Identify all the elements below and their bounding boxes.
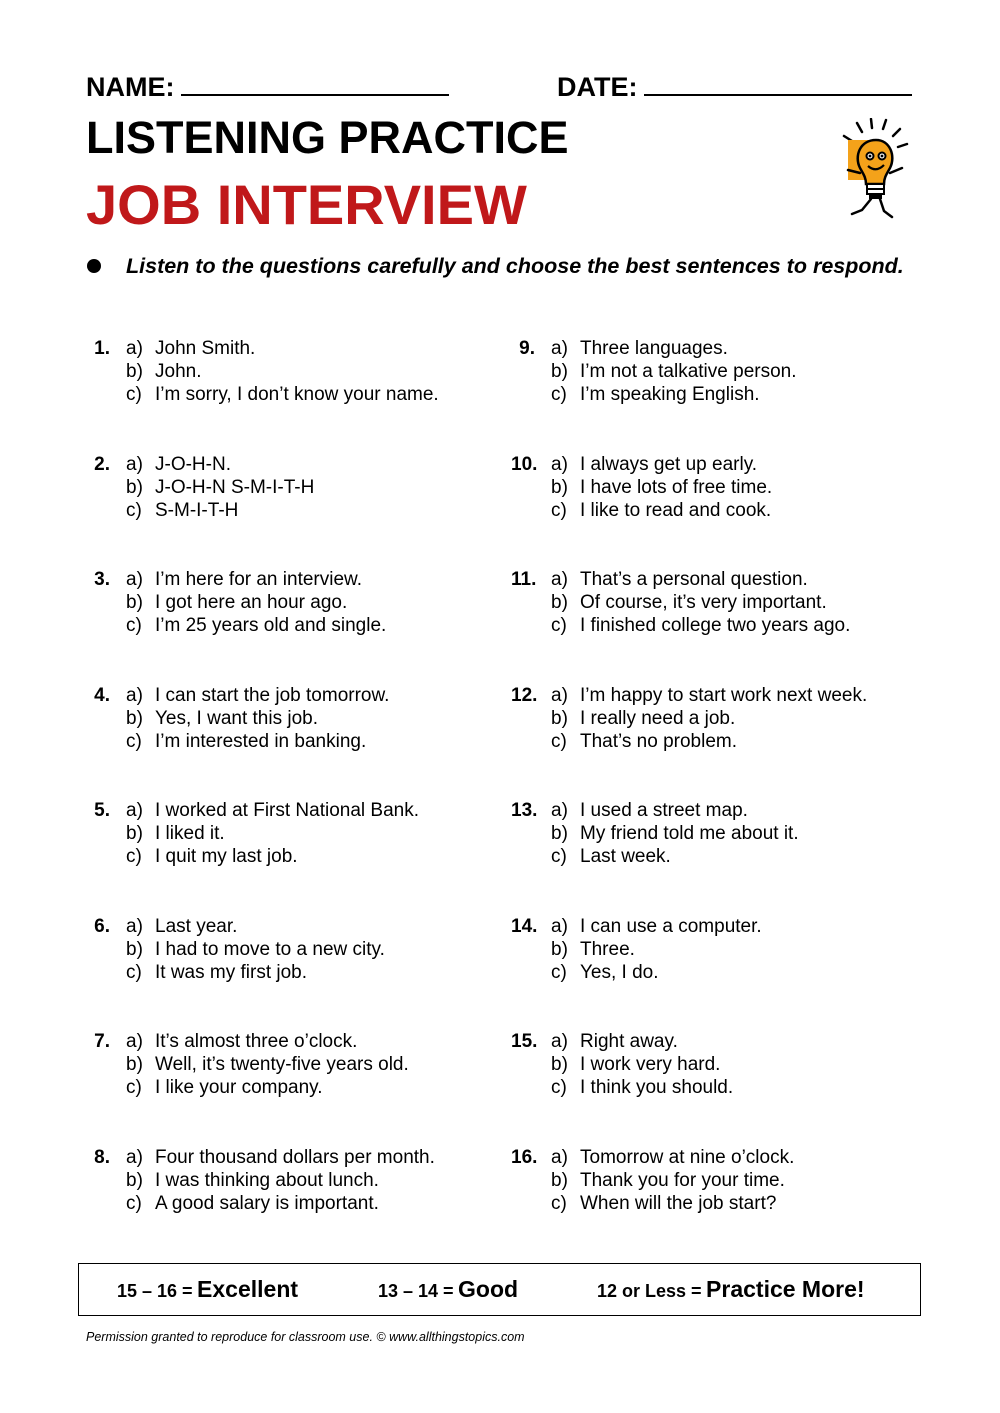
option-text: Last week.: [580, 846, 671, 868]
question-item: [86, 568, 496, 640]
lightbulb-mascot-icon: [840, 118, 920, 226]
option-text: I got here an hour ago.: [155, 592, 348, 614]
answer-options: [126, 915, 385, 985]
question-item: [511, 915, 921, 987]
question-item: [86, 684, 496, 756]
answer-option[interactable]: [126, 614, 386, 637]
question-item: [511, 453, 921, 525]
option-text: I can start the job tomorrow.: [155, 685, 390, 706]
option-text: Last year.: [155, 916, 238, 937]
question-item: [511, 1030, 921, 1102]
option-text: J-O-H-N.: [155, 454, 231, 475]
answer-option[interactable]: [126, 568, 386, 591]
question-item: [511, 1146, 921, 1218]
option-letter: a): [551, 569, 568, 590]
answer-option[interactable]: [551, 383, 797, 406]
score-practice-more: [597, 1276, 865, 1303]
option-letter: c): [126, 1193, 142, 1215]
option-letter: b): [126, 939, 143, 961]
option-letter: b): [126, 477, 143, 499]
option-letter: c): [126, 615, 142, 637]
answer-option[interactable]: [126, 1030, 409, 1053]
answer-options: [126, 337, 439, 407]
question-item: [511, 799, 921, 871]
option-text: A good salary is important.: [155, 1193, 379, 1215]
answer-options: [551, 337, 797, 407]
option-text: That’s a personal question.: [580, 569, 808, 590]
option-letter: a): [126, 916, 143, 937]
option-letter: a): [551, 1031, 568, 1052]
option-letter: a): [551, 1147, 568, 1168]
option-letter: b): [551, 1170, 568, 1192]
option-letter: c): [126, 846, 142, 868]
option-letter: b): [551, 823, 568, 845]
option-letter: c): [551, 962, 567, 984]
option-text: Right away.: [580, 1031, 678, 1052]
answer-option[interactable]: [126, 915, 385, 938]
option-letter: b): [126, 1054, 143, 1076]
option-letter: b): [126, 708, 143, 730]
option-letter: c): [126, 1077, 142, 1099]
answer-options: [551, 1030, 733, 1100]
option-letter: b): [126, 1170, 143, 1192]
question-number: 6.: [94, 916, 110, 937]
option-letter: c): [551, 846, 567, 868]
date-blank-line[interactable]: [644, 70, 912, 96]
answer-option[interactable]: [126, 938, 385, 961]
question-number: 9.: [519, 338, 535, 359]
option-letter: c): [551, 1193, 567, 1215]
option-text: I’m not a talkative person.: [580, 361, 797, 383]
worksheet-title: LISTENING PRACTICE: [86, 112, 569, 163]
option-text: Of course, it’s very important.: [580, 592, 827, 614]
option-text: My friend told me about it.: [580, 823, 799, 845]
option-text: I always get up early.: [580, 454, 758, 475]
instruction-text: Listen to the questions carefully and choose the best sentences to respond.: [126, 254, 904, 278]
option-text: Yes, I do.: [580, 962, 659, 984]
answer-options: [126, 568, 386, 638]
date-field: [557, 70, 912, 103]
question-number: 7.: [94, 1031, 110, 1052]
option-letter: c): [551, 615, 567, 637]
option-text: I’m interested in banking.: [155, 731, 367, 753]
name-field: [86, 70, 449, 103]
question-number: 5.: [94, 800, 110, 821]
answer-option[interactable]: [551, 845, 799, 868]
option-letter: c): [551, 384, 567, 406]
answer-options: [551, 684, 867, 754]
question-number: 1.: [94, 338, 110, 359]
option-text: J-O-H-N S-M-I-T-H: [155, 477, 315, 499]
option-letter: b): [551, 477, 568, 499]
option-letter: b): [551, 1054, 568, 1076]
option-letter: b): [551, 939, 568, 961]
option-letter: a): [126, 454, 143, 475]
answer-options: [551, 799, 799, 869]
option-letter: a): [126, 800, 143, 821]
option-text: I think you should.: [580, 1077, 734, 1099]
answer-options: [126, 799, 419, 869]
answer-options: [551, 453, 772, 523]
option-letter: a): [551, 685, 568, 706]
answer-option[interactable]: [126, 476, 314, 499]
option-letter: a): [126, 1031, 143, 1052]
question-number: 14.: [511, 916, 538, 937]
option-letter: b): [126, 823, 143, 845]
score-excellent: [117, 1276, 298, 1303]
question-item: [511, 337, 921, 409]
option-letter: a): [551, 916, 568, 937]
score-good: [378, 1276, 518, 1303]
question-item: [511, 568, 921, 640]
option-text: I like your company.: [155, 1077, 323, 1099]
question-number: 2.: [94, 454, 110, 475]
name-label: NAME:: [86, 72, 175, 102]
question-number: 15.: [511, 1031, 538, 1052]
score-label: Practice More!: [706, 1276, 865, 1302]
answer-option[interactable]: [551, 938, 762, 961]
option-text: I like to read and cook.: [580, 500, 772, 522]
option-letter: a): [551, 454, 568, 475]
answer-options: [126, 1146, 435, 1216]
answer-option[interactable]: [126, 1146, 435, 1169]
answer-option[interactable]: [551, 568, 850, 591]
score-label: Excellent: [197, 1276, 299, 1302]
option-text: I was thinking about lunch.: [155, 1170, 379, 1192]
option-text: When will the job start?: [580, 1193, 777, 1215]
answer-option[interactable]: [126, 337, 439, 360]
answer-option[interactable]: [126, 591, 386, 614]
answer-option[interactable]: [551, 730, 867, 753]
answer-option[interactable]: [126, 684, 389, 707]
answer-option[interactable]: [551, 337, 797, 360]
option-text: It’s almost three o’clock.: [155, 1031, 358, 1052]
question-item: [86, 915, 496, 987]
option-letter: c): [551, 500, 567, 522]
option-text: John Smith.: [155, 338, 256, 359]
option-text: I’m speaking English.: [580, 384, 760, 406]
answer-option[interactable]: [126, 1192, 435, 1215]
answer-option[interactable]: [126, 845, 419, 868]
answer-option[interactable]: [551, 591, 850, 614]
option-text: Three.: [580, 939, 635, 961]
option-text: Four thousand dollars per month.: [155, 1147, 435, 1168]
option-text: Three languages.: [580, 338, 728, 359]
answer-options: [551, 568, 850, 638]
answer-option[interactable]: [551, 1169, 794, 1192]
option-text: I finished college two years ago.: [580, 615, 851, 637]
answer-option[interactable]: [126, 453, 314, 476]
answer-option[interactable]: [126, 822, 419, 845]
option-letter: c): [126, 500, 142, 522]
option-letter: b): [126, 592, 143, 614]
question-number: 12.: [511, 685, 538, 706]
option-text: I had to move to a new city.: [155, 939, 385, 961]
question-item: [511, 684, 921, 756]
score-range: 12 or Less =: [597, 1281, 702, 1301]
option-text: Yes, I want this job.: [155, 708, 319, 730]
answer-option[interactable]: [126, 360, 439, 383]
option-letter: c): [126, 731, 142, 753]
question-number: 8.: [94, 1147, 110, 1168]
option-text: That’s no problem.: [580, 731, 738, 753]
option-text: John.: [155, 361, 202, 383]
answer-option[interactable]: [551, 453, 772, 476]
answer-option[interactable]: [551, 961, 762, 984]
answer-option[interactable]: [126, 383, 439, 406]
answer-option[interactable]: [551, 799, 799, 822]
question-number: 13.: [511, 800, 538, 821]
option-letter: a): [126, 569, 143, 590]
score-range: 15 – 16 =: [117, 1281, 193, 1301]
option-letter: a): [551, 800, 568, 821]
score-label: Good: [458, 1276, 519, 1302]
option-text: Tomorrow at nine o’clock.: [580, 1147, 795, 1168]
answer-option[interactable]: [126, 961, 385, 984]
option-letter: b): [551, 361, 568, 383]
footer-permission: Permission granted to reproduce for classroom use. © www.allthingstopics.com: [86, 1330, 525, 1344]
instruction-bullet: [87, 259, 101, 273]
answer-option[interactable]: [551, 822, 799, 845]
option-text: I’m sorry, I don’t know your name.: [155, 384, 439, 406]
name-blank-line[interactable]: [181, 70, 449, 96]
option-text: S-M-I-T-H: [155, 500, 239, 522]
option-letter: b): [551, 708, 568, 730]
date-label: DATE:: [557, 72, 638, 102]
question-number: 4.: [94, 685, 110, 706]
answer-option[interactable]: [551, 707, 867, 730]
question-item: [86, 453, 496, 525]
answer-option[interactable]: [126, 499, 314, 522]
option-text: I work very hard.: [580, 1054, 721, 1076]
answer-option[interactable]: [551, 1076, 733, 1099]
option-text: I worked at First National Bank.: [155, 800, 419, 821]
worksheet-subtitle: JOB INTERVIEW: [86, 173, 527, 236]
answer-option[interactable]: [551, 1030, 733, 1053]
option-text: I’m 25 years old and single.: [155, 615, 387, 637]
question-number: 3.: [94, 569, 110, 590]
option-text: Thank you for your time.: [580, 1170, 785, 1192]
answer-options: [126, 1030, 409, 1100]
option-letter: a): [126, 338, 143, 359]
answer-option[interactable]: [551, 1053, 733, 1076]
question-item: [86, 337, 496, 409]
answer-options: [551, 915, 762, 985]
answer-option[interactable]: [126, 1076, 409, 1099]
option-text: I have lots of free time.: [580, 477, 773, 499]
answer-option[interactable]: [551, 614, 850, 637]
answer-option[interactable]: [126, 730, 389, 753]
answer-option[interactable]: [126, 1169, 435, 1192]
option-text: It was my first job.: [155, 962, 308, 984]
answer-option[interactable]: [551, 360, 797, 383]
answer-option[interactable]: [551, 915, 762, 938]
answer-options: [551, 1146, 794, 1216]
answer-option[interactable]: [551, 1146, 794, 1169]
answer-option[interactable]: [551, 1192, 794, 1215]
question-item: [86, 1146, 496, 1218]
option-text: I quit my last job.: [155, 846, 298, 868]
option-text: I used a street map.: [580, 800, 748, 821]
option-text: I really need a job.: [580, 708, 736, 730]
option-letter: c): [126, 962, 142, 984]
answer-options: [126, 684, 389, 754]
option-letter: c): [551, 731, 567, 753]
option-letter: b): [551, 592, 568, 614]
answer-option[interactable]: [551, 476, 772, 499]
answer-option[interactable]: [126, 707, 389, 730]
question-item: [86, 1030, 496, 1102]
option-letter: c): [551, 1077, 567, 1099]
option-letter: a): [551, 338, 568, 359]
option-letter: a): [126, 685, 143, 706]
option-letter: a): [126, 1147, 143, 1168]
question-number: 16.: [511, 1147, 538, 1168]
option-text: Well, it’s twenty-five years old.: [155, 1054, 409, 1076]
option-text: I can use a computer.: [580, 916, 762, 937]
answer-option[interactable]: [126, 799, 419, 822]
score-range: 13 – 14 =: [378, 1281, 454, 1301]
option-text: I liked it.: [155, 823, 225, 845]
question-number: 10.: [511, 454, 538, 475]
answer-option[interactable]: [551, 684, 867, 707]
answer-option[interactable]: [551, 499, 772, 522]
option-text: I’m happy to start work next week.: [580, 685, 868, 706]
answer-option[interactable]: [126, 1053, 409, 1076]
question-item: [86, 799, 496, 871]
answer-options: [126, 453, 314, 523]
option-letter: b): [126, 361, 143, 383]
question-number: 11.: [511, 569, 537, 590]
option-letter: c): [126, 384, 142, 406]
option-text: I’m here for an interview.: [155, 569, 362, 590]
